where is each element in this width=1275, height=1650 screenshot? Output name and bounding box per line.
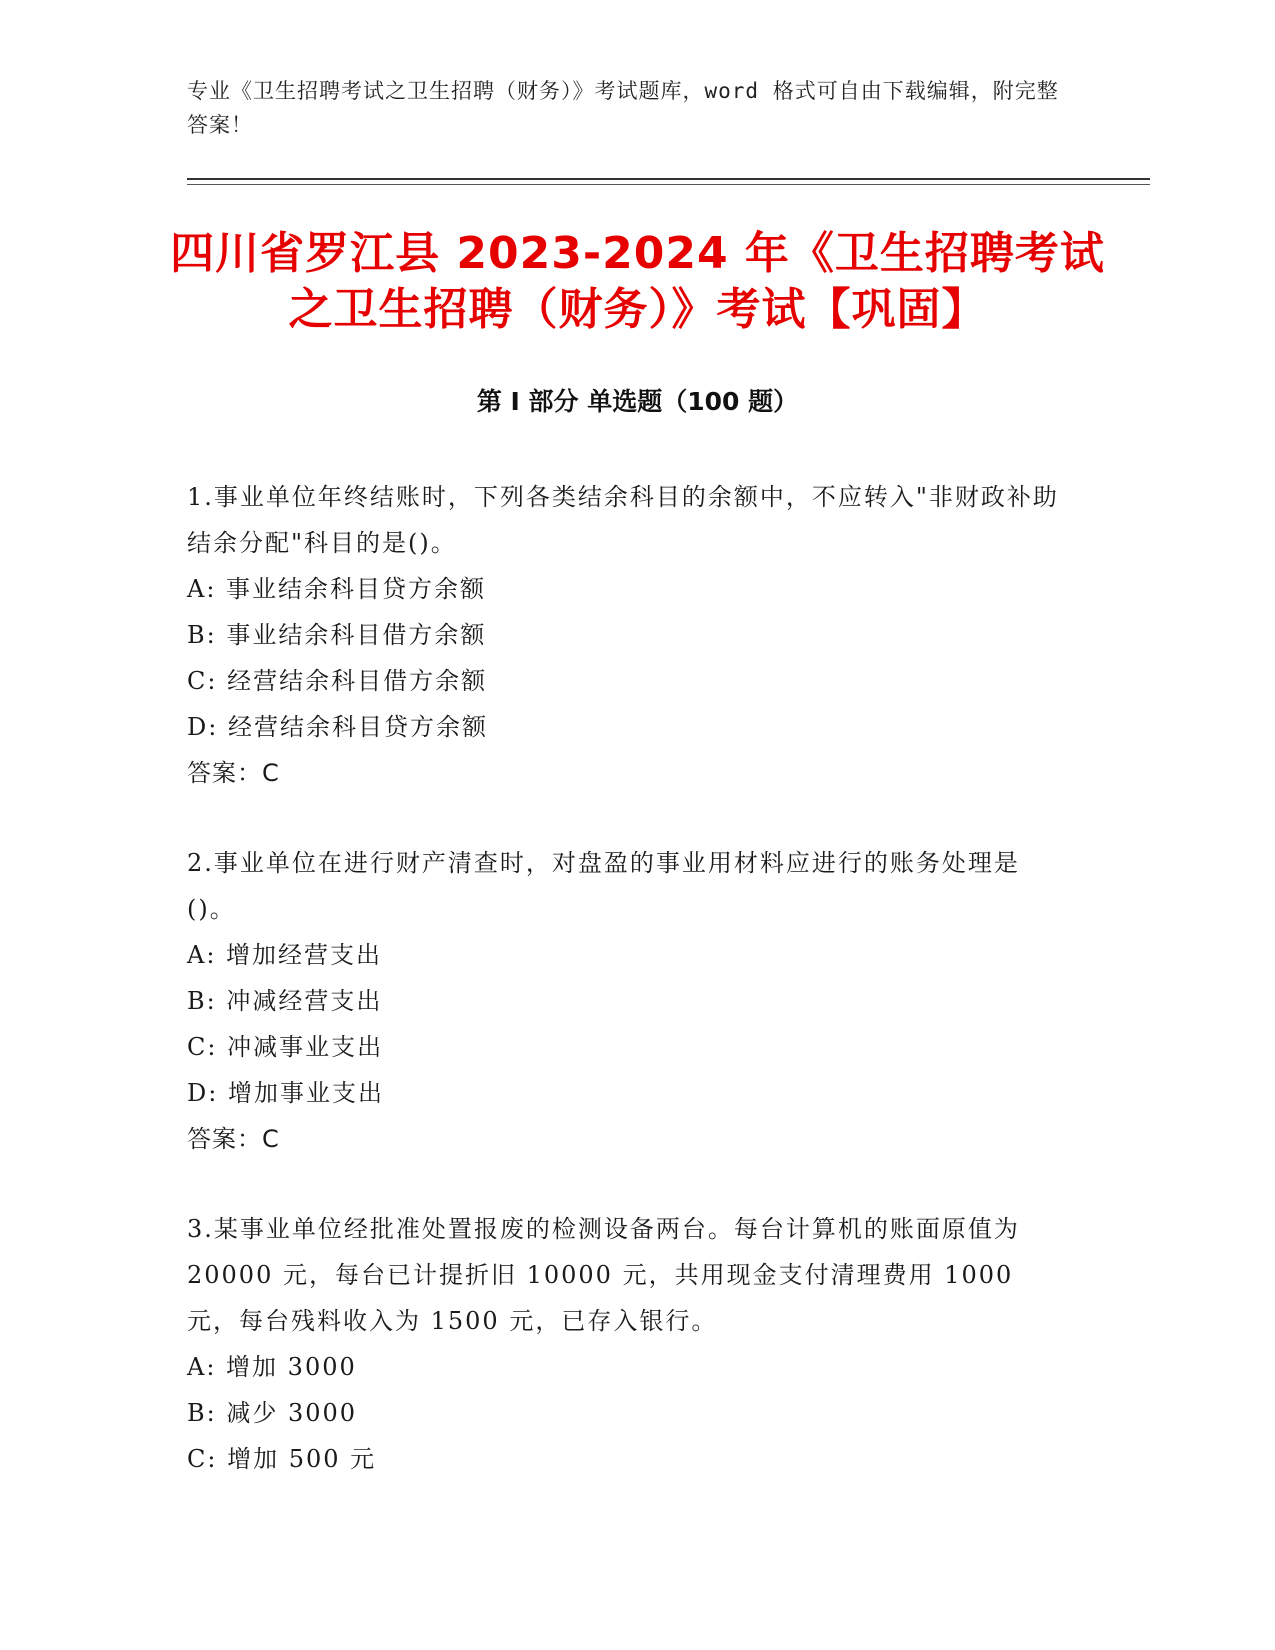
question-list [187,474,1067,1526]
option-b: B: 减少 3000 [187,1399,358,1427]
question-stem: 1.事业单位年终结账时，下列各类结余科目的余额中，不应转入"非财政补助结余分配"科目的是()。 [187,483,1059,557]
document-title: 四川省罗江县 2023-2024 年《卫生招聘考试之卫生招聘（财务）》考试【巩固】 [170,228,1105,335]
option-c: C: 增加 500 元 [187,1445,377,1473]
option-b: B: 事业结余科目借方余额 [187,621,487,649]
question-stem: 3.某事业单位经批准处置报废的检测设备两台。每台计算机的账面原值为 20000 元，每台已计提折旧 10000 元，共用现金支付清理费用 1000 元，每台残料收入为 1500 元，已存入银行。 [187,1215,1020,1335]
answer: 答案：C [187,759,280,787]
question-stem: 2.事业单位在进行财产清查时，对盘盈的事业用材料应进行的账务处理是()。 [187,849,1020,923]
option-a: A: 增加经营支出 [187,941,383,969]
option-c: C: 冲减事业支出 [187,1033,384,1061]
header-note: 专业《卫生招聘考试之卫生招聘（财务）》考试题库，word 格式可自由下载编辑，附完整答案！ [187,79,1059,137]
question-2 [187,840,1067,1162]
option-a: A: 事业结余科目贷方余额 [187,575,487,603]
option-a: A: 增加 3000 [187,1353,357,1381]
option-d: D: 经营结余科目贷方余额 [187,713,488,741]
question-1 [187,474,1067,796]
header-divider-thick [187,178,1150,180]
header-divider-thin [187,184,1150,185]
question-3 [187,1206,1067,1482]
option-b: B: 冲减经营支出 [187,987,383,1015]
answer: 答案：C [187,1125,280,1153]
option-c: C: 经营结余科目借方余额 [187,667,488,695]
option-d: D: 增加事业支出 [187,1079,384,1107]
section-heading: 第 I 部分 单选题（100 题） [476,387,799,416]
